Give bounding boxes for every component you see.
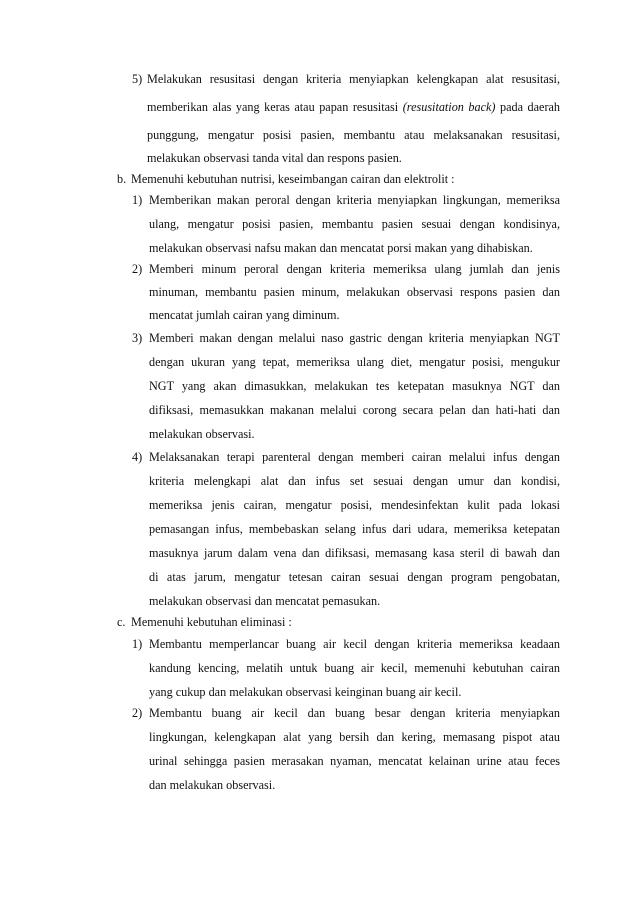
paragraph-line: kandung kencing, melatih untuk buang air kecil, memenuhi kebutuhan cairan (149, 661, 560, 675)
paragraph-line: melakukan observasi nafsu makan dan mencatat porsi makan yang dihabiskan. (149, 241, 533, 255)
paragraph-line: minuman, membantu pasien minum, melakukan observasi respons pasien dan (149, 285, 560, 299)
paragraph-line: Memberi makan dengan melalui naso gastric dengan kriteria menyiapkan NGT (149, 331, 560, 345)
paragraph-line: Melaksanakan terapi parenteral dengan memberi cairan melalui infus dengan (149, 450, 560, 464)
paragraph-line: melakukan observasi dan mencatat pemasukan. (149, 594, 381, 608)
paragraph-line: punggung, mengatur posisi pasien, membantu atau melaksanakan resusitasi, (147, 128, 560, 142)
paragraph-line: Memberi minum peroral dengan kriteria memeriksa ulang jumlah dan jenis (149, 262, 560, 276)
paragraph-line-mixed (147, 99, 560, 115)
paragraph-line: melakukan observasi. (149, 427, 255, 441)
item-number: 5) (132, 72, 143, 86)
paragraph-line: difiksasi, memasukkan makanan melalui corong secara pelan dan hati-hati dan (149, 403, 560, 417)
paragraph-line: yang cukup dan melakukan observasi keinginan buang air kecil. (149, 685, 462, 699)
section-label: c. (117, 615, 126, 629)
paragraph-line: Melakukan resusitasi dengan kriteria menyiapkan kelengkapan alat resusitasi, (147, 72, 560, 86)
item-number: 2) (132, 706, 143, 720)
section-heading: Memenuhi kebutuhan nutrisi, keseimbangan cairan dan elektrolit : (131, 172, 455, 186)
paragraph-line: di atas jarum, mengatur tetesan cairan sesuai dengan program pengobatan, (149, 570, 560, 584)
paragraph-line: memeriksa jenis cairan, mengatur posisi, mendesinfektan kulit pada lokasi (149, 498, 560, 512)
paragraph-line: dan melakukan observasi. (149, 778, 276, 792)
paragraph-line: dengan ukuran yang tepat, memeriksa ulang diet, mengatur posisi, mengukur (149, 355, 560, 369)
paragraph-line: ulang, mengatur posisi pasien, membantu pasien sesuai dengan kondisinya, (149, 217, 560, 231)
line-text: pada daerah (500, 100, 560, 114)
paragraph-line: pemasangan infus, membebaskan selang infus dari udara, memeriksa ketepatan (149, 522, 560, 536)
item-number: 4) (132, 450, 143, 464)
paragraph-line: Memberikan makan peroral dengan kriteria menyiapkan lingkungan, memeriksa (149, 193, 560, 207)
paragraph-line: masuknya jarum dalam vena dan difiksasi, memasang kasa steril di bawah dan (149, 546, 560, 560)
item-number: 1) (132, 193, 143, 207)
paragraph-line: NGT yang akan dimasukkan, melakukan tes ketepatan masuknya NGT dan (149, 379, 560, 393)
italic-term: (resusitation back) (402, 100, 496, 114)
section-heading: Memenuhi kebutuhan eliminasi : (131, 615, 292, 629)
paragraph-line: mencatat jumlah cairan yang diminum. (149, 308, 340, 322)
paragraph-line: lingkungan, kelengkapan alat yang bersih dan kering, memasang pispot atau (149, 730, 560, 744)
item-number: 2) (132, 262, 143, 276)
section-label: b. (117, 172, 127, 186)
paragraph-line: Membantu memperlancar buang air kecil dengan kriteria memeriksa keadaan (149, 637, 560, 651)
paragraph-line: melakukan observasi tanda vital dan respons pasien. (147, 151, 402, 165)
item-number: 3) (132, 331, 143, 345)
line-text: memberikan alas yang keras atau papan resusitasi (147, 100, 399, 114)
paragraph-line: Membantu buang air kecil dan buang besar dengan kriteria menyiapkan (149, 706, 560, 720)
paragraph-line: urinal sehingga pasien merasakan nyaman, mencatat kelainan urine atau feces (149, 754, 560, 768)
item-number: 1) (132, 637, 143, 651)
paragraph-line: kriteria melengkapi alat dan infus set sesuai dengan umur dan kondisi, (149, 474, 560, 488)
